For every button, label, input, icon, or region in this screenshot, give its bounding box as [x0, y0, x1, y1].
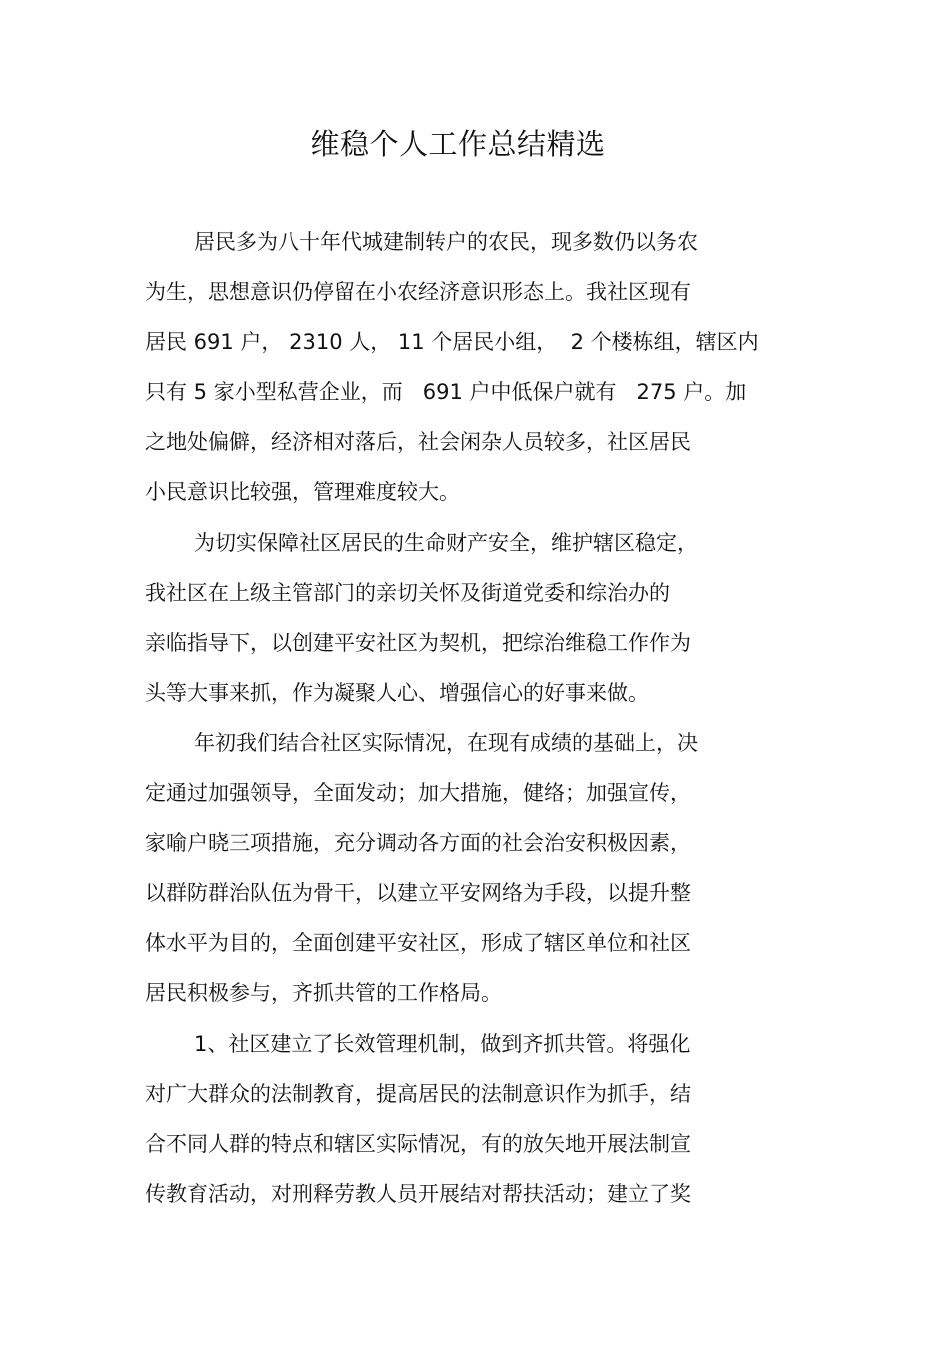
paragraph-3-line-1: 年初我们结合社区实际情况，在现有成绩的基础上，决 — [194, 730, 698, 755]
paragraph-4-line-4: 传教育活动，对刑释劳教人员开展结对帮扶活动；建立了奖 — [145, 1181, 691, 1206]
paragraph-1-line-1: 居民多为八十年代城建制转户的农民，现多数仍以务农 — [194, 230, 698, 254]
paragraph-3-line-2: 定通过加强领导，全面发动；加大措施，健络；加强宣传， — [145, 781, 691, 806]
paragraph-4-line-2: 对广大群众的法制教育，提高居民的法制意识作为抓手，结 — [145, 1081, 691, 1106]
paragraph-1-line-6: 小民意识比较强，管理难度较大。 — [145, 480, 460, 505]
paragraph-1-line-4: 只有 5 家小型私营企业，而 691 户中低保户就有 275 户。加 — [145, 380, 747, 405]
paragraph-2-line-4: 头等大事来抓，作为凝聚人心、增强信心的好事来做。 — [145, 680, 649, 705]
paragraph-1-line-3: 居民 691 户， 2310 人， 11 个居民小组， 2 个楼栋组，辖区内 — [145, 330, 759, 355]
paragraph-1-line-2: 为生，思想意识仍停留在小农经济意识形态上。我社区现有 — [145, 280, 691, 305]
paragraph-3-line-5: 体水平为目的，全面创建平安社区，形成了辖区单位和社区 — [145, 931, 691, 956]
paragraph-2-line-2: 我社区在上级主管部门的亲切关怀及街道党委和综治办的 — [145, 580, 670, 605]
paragraph-4-line-3: 合不同人群的特点和辖区实际情况，有的放矢地开展法制宣 — [145, 1131, 691, 1156]
paragraph-4-line-1: 1、社区建立了长效管理机制，做到齐抓共管。将强化 — [194, 1031, 691, 1056]
document-title: 维稳个人工作总结精选 — [310, 127, 606, 161]
paragraph-2-line-3: 亲临指导下，以创建平安社区为契机，把综治维稳工作作为 — [145, 630, 691, 655]
document-body — [145, 217, 825, 1219]
paragraph-3-line-4: 以群防群治队伍为骨干，以建立平安网络为手段，以提升整 — [145, 881, 691, 906]
paragraph-1-line-5: 之地处偏僻，经济相对落后，社会闲杂人员较多，社区居民 — [145, 430, 691, 455]
paragraph-2-line-1: 为切实保障社区居民的生命财产安全，维护辖区稳定， — [194, 530, 698, 555]
paragraph-3-line-6: 居民积极参与，齐抓共管的工作格局。 — [145, 981, 502, 1006]
paragraph-3-line-3: 家喻户晓三项措施，充分调动各方面的社会治安积极因素， — [145, 831, 691, 856]
